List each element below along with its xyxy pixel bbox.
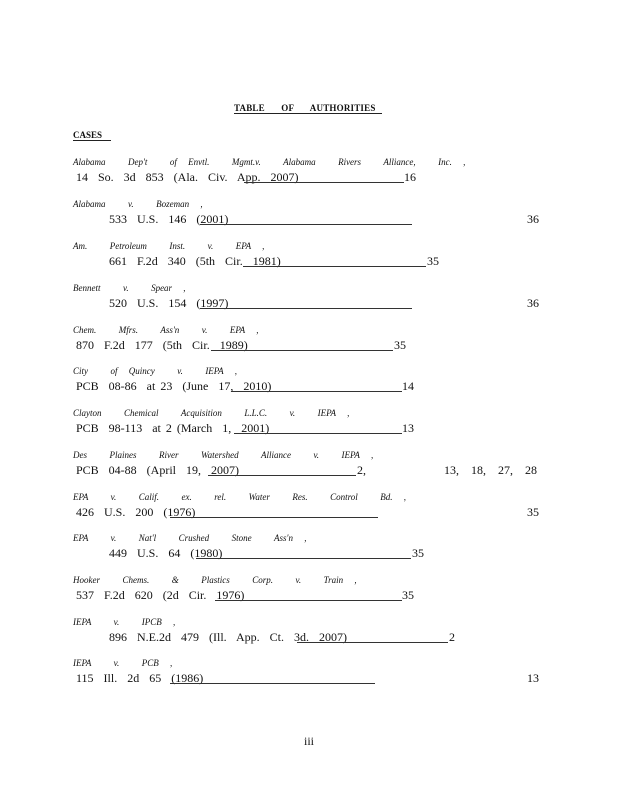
- page-references: 35: [394, 338, 406, 352]
- leader-line: [208, 475, 356, 476]
- section-heading: CASES: [73, 130, 103, 140]
- case-citation: 870 F.2d 177 (5th Cir. 1989): [76, 338, 248, 352]
- page-references: 36: [527, 212, 539, 226]
- page-number: iii: [303, 734, 314, 748]
- document-title: TABLE OF AUTHORITIES: [234, 103, 376, 113]
- case-name: Chem. Mfrs. Ass'n v. EPA ,: [73, 325, 259, 335]
- page-references: 35: [527, 505, 539, 519]
- case-name: Alabama v. Bozeman ,: [73, 199, 203, 209]
- case-name: IEPA v. PCB ,: [73, 658, 173, 668]
- case-name: Hooker Chems. & Plastics Corp. v. Train ,: [73, 575, 357, 585]
- case-name: Bennett v. Spear ,: [73, 283, 186, 293]
- case-name: Alabama Dep't of Envtl. Mgmt.v. Alabama Rivers Alliance, Inc. ,: [73, 157, 466, 167]
- leader-line: [244, 182, 404, 183]
- case-citation: 426 U.S. 200 (1976): [76, 505, 196, 519]
- page-references-continued: 13, 18, 27, 28: [444, 463, 537, 477]
- authority-entry: [0, 408, 618, 442]
- leader-line: [170, 517, 378, 518]
- case-citation: 661 F.2d 340 (5th Cir. 1981): [109, 254, 281, 268]
- leader-line: [196, 558, 411, 559]
- case-name: IEPA v. IPCB ,: [73, 617, 176, 627]
- authority-entry: [0, 450, 618, 484]
- leader-line: [211, 350, 393, 351]
- leader-line: [231, 391, 402, 392]
- authority-entry: [0, 325, 618, 359]
- leader-line: [234, 433, 402, 434]
- authority-entry: [0, 366, 618, 400]
- authority-entry: [0, 658, 618, 692]
- case-citation: 520 U.S. 154 (1997): [109, 296, 229, 310]
- case-name: EPA v. Calif. ex. rel. Water Res. Control Bd. ,: [73, 492, 406, 502]
- authority-entry: [0, 492, 618, 526]
- case-name: City of Quincy v. IEPA ,: [73, 366, 237, 376]
- case-citation: 533 U.S. 146 (2001): [109, 212, 229, 226]
- leader-line: [243, 266, 426, 267]
- page-references: 16: [404, 170, 416, 184]
- page-references: 35: [412, 546, 424, 560]
- case-citation: PCB 04-88 (April 19, 2007): [76, 463, 239, 477]
- authority-entry: [0, 283, 618, 317]
- page-references: 13: [527, 671, 539, 685]
- case-citation: 14 So. 3d 853 (Ala. Civ. App. 2007): [76, 170, 299, 184]
- case-citation: PCB 08-86 at 23 (June 17, 2010): [76, 379, 272, 393]
- leader-line: [170, 683, 375, 684]
- case-citation: 115 Ill. 2d 65 (1986): [76, 671, 204, 685]
- authority-entry: [0, 199, 618, 233]
- leader-line: [215, 600, 402, 601]
- authority-entry: [0, 533, 618, 567]
- page-references: 13: [402, 421, 414, 435]
- case-citation: PCB 98-113 at 2 (March 1, 2001): [76, 421, 270, 435]
- case-name: Des Plaines River Watershed Alliance v. IEPA ,: [73, 450, 374, 460]
- page-references: 2: [449, 630, 455, 644]
- page-references: 35: [427, 254, 439, 268]
- page-references: 2,: [357, 463, 366, 477]
- page-references: 35: [402, 588, 414, 602]
- title-underline: [234, 113, 382, 114]
- case-name: EPA v. Nat'l Crushed Stone Ass'n ,: [73, 533, 307, 543]
- leader-line: [200, 308, 412, 309]
- leader-line: [297, 642, 448, 643]
- page-references: 14: [402, 379, 414, 393]
- case-name: Clayton Chemical Acquisition L.L.C. v. IEPA ,: [73, 408, 350, 418]
- page-references: 36: [527, 296, 539, 310]
- authority-entry: [0, 241, 618, 275]
- case-name: Am. Petroleum Inst. v. EPA ,: [73, 241, 265, 251]
- authority-entry: [0, 617, 618, 651]
- case-citation: 537 F.2d 620 (2d Cir. 1976): [76, 588, 245, 602]
- section-underline: [73, 140, 111, 141]
- case-citation: 896 N.E.2d 479 (Ill. App. Ct. 3d. 2007): [109, 630, 347, 644]
- authority-entry: [0, 157, 618, 191]
- case-citation: 449 U.S. 64 (1980): [109, 546, 223, 560]
- leader-line: [200, 224, 412, 225]
- authority-entry: [0, 575, 618, 609]
